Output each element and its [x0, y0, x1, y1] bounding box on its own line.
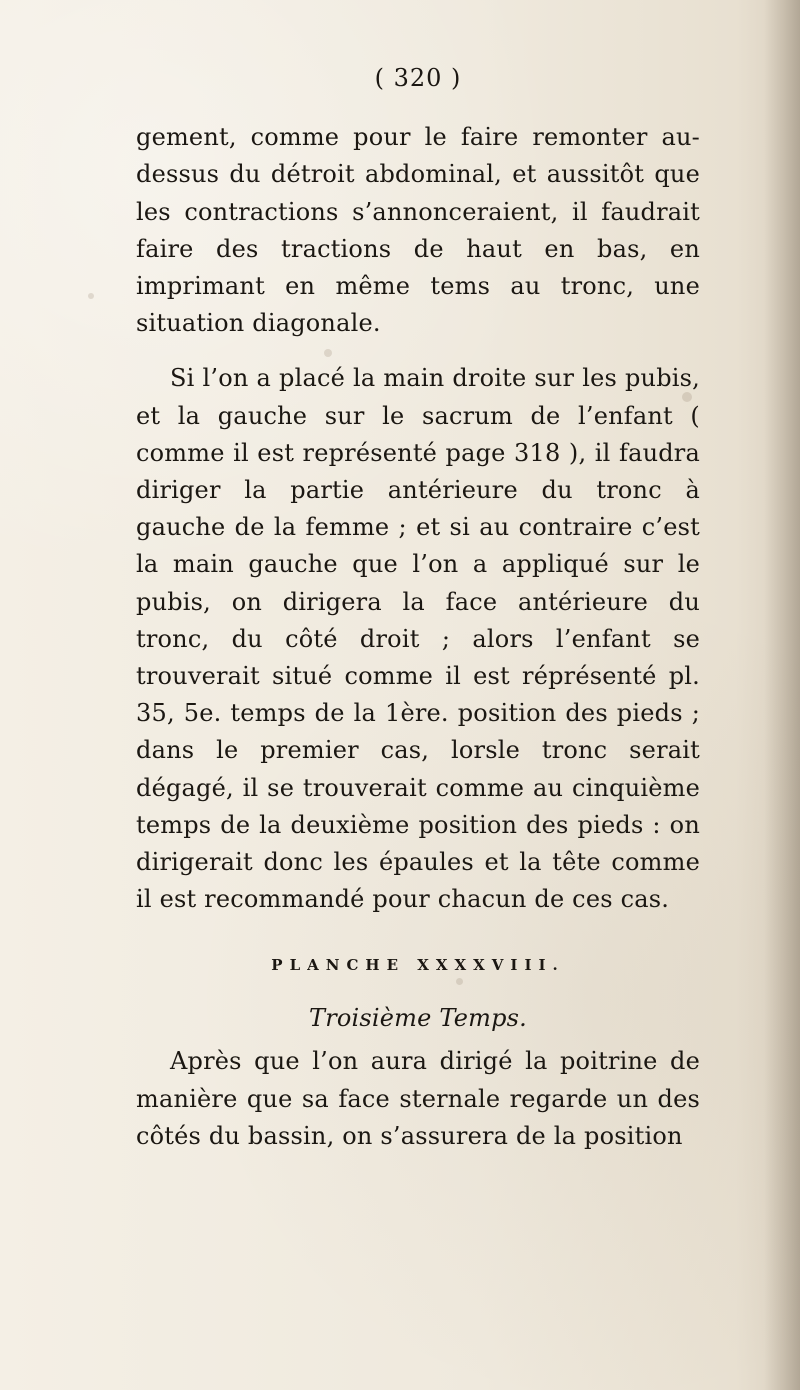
page-text [136, 60, 700, 1155]
closing-paragraph: Après que l’on aura dirigé la poitrine de manière que sa face sternale regarde un des côtés du bassin, on s’assurera de la position [136, 1047, 700, 1150]
opening-paragraph: gement, comme pour le faire remonter au-dessus du détroit abdominal, et aussitôt que les contractions s’annonceraient, il faudrait faire des tractions de haut en bas, en imprimant en même tems au tronc, une situation diagonale. [136, 123, 700, 338]
instruction-paragraph: Si l’on a placé la main droite sur les pubis, et la gauche sur le sacrum de l’enfant ( comme il est représenté page 318 ), il faudra diriger la partie antérieure du tronc à gauche de la femme ; et si au contraire c’est la main gauche que l’on a appliqué sur le pubis, on dirigera la face antérieure du tronc, du côté droit ; alors l’enfant se trouverait situé comme il est réprésenté pl. 35, 5e. temps de la 1ère. position des pieds ; dans le premier cas, lorsle tronc serait dégagé, il se trouverait comme au cinquième temps de la deuxième position des pieds : on dirigerait donc les épaules et la tête comme il est recommandé pour chacun de ces cas. [136, 364, 700, 914]
paper-spot [88, 293, 94, 299]
page-number: ( 320 ) [374, 64, 462, 92]
plate-heading: PLANCHE XXXXVIII. [271, 956, 565, 975]
section-title: Troisième Temps. [308, 1004, 527, 1033]
page-edge-shadow [764, 0, 800, 1390]
